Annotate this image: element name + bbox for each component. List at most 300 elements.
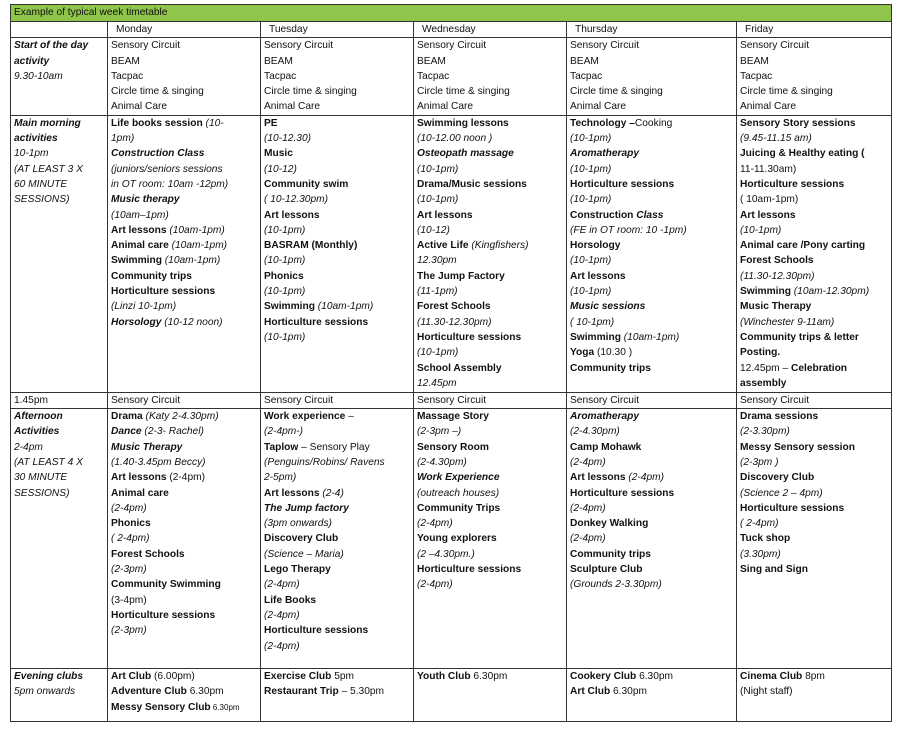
entry-line: Sing and Sign	[740, 564, 808, 576]
row-start	[11, 38, 892, 115]
entry-line: (2-3pm)	[111, 625, 147, 637]
entry-line: Discovery Club	[740, 472, 815, 484]
entry-line: Animal Care	[111, 101, 168, 113]
text-run: (10.30 )	[596, 347, 633, 359]
entry-line: Circle time & singing	[111, 86, 204, 98]
entry-line: Phonics	[111, 518, 151, 530]
entry-line: (3-4pm)	[111, 594, 147, 606]
timetable	[10, 4, 892, 722]
entry-line: assembly	[740, 377, 787, 389]
text-run: (2-4)	[322, 487, 344, 499]
entry-line	[264, 486, 410, 501]
cell-wednesday	[414, 115, 567, 392]
entry-line: (10-1pm)	[264, 331, 306, 343]
entry-line: (3.30pm)	[740, 548, 781, 560]
entry-line: Community swim	[264, 178, 349, 190]
entry-line: (10-1pm)	[417, 194, 459, 206]
entry-line: The Jump factory	[264, 502, 349, 514]
entry-line: Tacpac	[264, 70, 297, 82]
entry-line	[417, 669, 563, 684]
text-run: 6.30pm	[610, 686, 647, 698]
entry-line: (Grounds 2-3.30pm)	[570, 579, 662, 591]
text-run: (2-4pm)	[169, 472, 205, 484]
entry-line	[111, 315, 257, 330]
entry-line: 9.30-10am	[14, 70, 63, 82]
entry-line	[111, 253, 257, 268]
text-run: Exercise Club	[264, 671, 332, 683]
entry-line: (Winchester 9-11am)	[740, 316, 835, 328]
entry-line: Art lessons	[740, 209, 796, 221]
text-run: (10am-12.30pm)	[793, 286, 870, 298]
entry-line: Horticulture sessions	[570, 487, 675, 499]
entry-line: (AT LEAST 3 X	[14, 163, 83, 175]
entry-line: Animal care /Pony carting	[740, 240, 866, 252]
text-run: 12.45pm –	[740, 362, 791, 374]
entry-line: Horticulture sessions	[740, 502, 845, 514]
entry-line: activities	[14, 133, 58, 145]
entry-line: Aromatherapy	[570, 148, 640, 160]
timetable-title: Example of typical week timetable	[11, 5, 892, 22]
text-run: (Kingfishers)	[471, 240, 529, 252]
entry-line: 2-5pm)	[264, 472, 297, 484]
entry-line: (Science 2 – 4pm)	[740, 487, 823, 499]
entry-line	[264, 440, 410, 455]
text-run: Life books session	[111, 117, 206, 129]
cell-thursday	[567, 38, 737, 115]
text-run: (10am-1pm)	[164, 255, 221, 267]
entry-line: (10-12.00 noon )	[417, 133, 493, 145]
entry-line	[111, 470, 257, 485]
text-run: 6.30pm	[186, 686, 224, 698]
entry-line	[570, 116, 733, 131]
entry-line	[111, 684, 257, 699]
entry-line: SESSIONS)	[14, 487, 70, 499]
entry-line: 11-11.30am)	[740, 163, 797, 175]
entry-line: 60 MINUTE	[14, 178, 68, 190]
text-run: –	[345, 411, 354, 423]
entry-line: Sensory Circuit	[570, 40, 640, 52]
entry-line	[570, 208, 733, 223]
text-run: 5pm	[331, 671, 355, 683]
row-morning	[11, 115, 892, 392]
entry-line: (10-1pm)	[264, 255, 306, 267]
entry-line	[417, 238, 563, 253]
text-run: Celebration	[790, 362, 848, 374]
entry-line: Sensory Circuit	[417, 394, 487, 406]
entry-line	[264, 669, 410, 684]
entry-line: (10-12)	[417, 224, 450, 236]
text-run: Drama	[111, 411, 146, 423]
entry-line: Start of the day	[14, 40, 89, 52]
text-run: Cinema Club	[740, 671, 803, 683]
text-run: Swimming	[740, 286, 794, 298]
row-evening	[11, 669, 892, 722]
entry-line: Discovery Club	[264, 533, 339, 545]
day-tuesday: Tuesday	[261, 22, 414, 38]
cell-thursday	[567, 115, 737, 392]
entry-line: (1.40-3.45pm Beccy)	[111, 456, 206, 468]
entry-line: Horticulture sessions	[111, 286, 216, 298]
text-run: – Sensory Play	[298, 441, 370, 453]
entry-line: Sensory Circuit	[417, 40, 487, 52]
text-run: 6.30pm	[470, 671, 508, 683]
cell-tuesday	[261, 38, 414, 115]
entry-line: in OT room: 10am -12pm)	[111, 178, 229, 190]
entry-line: Sensory Story sessions	[740, 117, 856, 129]
entry-line: Camp Mohawk	[570, 441, 642, 453]
entry-line: (10-1pm)	[264, 224, 306, 236]
entry-line: Community Trips	[417, 502, 501, 514]
text-run: (10-12 noon)	[164, 316, 223, 328]
entry-line: Evening clubs	[14, 671, 84, 683]
entry-line: (2-4.30pm)	[570, 426, 620, 438]
entry-line: Music Therapy	[740, 301, 812, 313]
entry-line: (11.30-12.30pm)	[740, 270, 815, 282]
entry-line: (AT LEAST 4 X	[14, 456, 83, 468]
entry-line: (10-1pm)	[740, 224, 782, 236]
entry-line: (2-4pm)	[264, 609, 300, 621]
entry-line: Music sessions	[570, 301, 646, 313]
entry-line: Work Experience	[417, 472, 500, 484]
entry-line: Aromatherapy	[570, 411, 640, 423]
entry-line: (2 –4.30pm.)	[417, 548, 475, 560]
text-run: Horsology	[111, 316, 165, 328]
entry-line: Tacpac	[111, 70, 144, 82]
entry-line: Sensory Room	[417, 441, 489, 453]
entry-line: Massage Story	[417, 411, 489, 423]
cell-wednesday	[414, 38, 567, 115]
entry-line: (2-4pm)	[264, 579, 300, 591]
entry-line: (3pm onwards)	[264, 518, 332, 530]
entry-line: 30 MINUTE	[14, 472, 68, 484]
text-run: (10am-1pm)	[169, 224, 225, 236]
entry-line: (10-1pm)	[570, 255, 612, 267]
entry-line: ( 10-12.30pm)	[264, 194, 328, 206]
entry-line: SESSIONS)	[14, 194, 70, 206]
cell-wednesday	[414, 669, 567, 722]
text-run: 8pm	[802, 671, 825, 683]
entry-line: Community trips	[570, 548, 651, 560]
entry-line: (2-4pm)	[570, 502, 606, 514]
entry-line: Phonics	[264, 270, 304, 282]
text-run: (10am-1pm)	[171, 240, 228, 252]
entry-line: (juniors/seniors sessions	[111, 163, 223, 175]
entry-line: 10-1pm	[14, 148, 49, 160]
entry-line: Tuck shop	[740, 533, 791, 545]
entry-line: Horticulture sessions	[264, 316, 369, 328]
entry-line: ( 2-4pm)	[111, 533, 150, 545]
day-friday: Friday	[737, 22, 892, 38]
entry-line: ( 10-1pm)	[570, 316, 615, 328]
cell-friday	[737, 669, 892, 722]
entry-line: (outreach houses)	[417, 487, 500, 499]
day-monday: Monday	[108, 22, 261, 38]
entry-line: Swimming lessons	[417, 117, 509, 129]
entry-line: (11.30-12.30pm)	[417, 316, 492, 328]
text-run: – 5.30pm	[338, 686, 385, 698]
text-run: (10am-1pm)	[317, 301, 374, 313]
text-run: (10am-1pm)	[623, 331, 680, 343]
entry-line: Sculpture Club	[570, 564, 643, 576]
text-run: Swimming	[111, 255, 165, 267]
text-run: 6.30pm	[210, 702, 240, 712]
text-run: Active Life	[417, 240, 472, 252]
entry-line: Animal Care	[740, 101, 797, 113]
entry-line: (10-1pm)	[417, 163, 459, 175]
text-run: (Katy 2-4.30pm)	[145, 411, 219, 423]
entry-line: Forest Schools	[740, 255, 814, 267]
entry-line: Donkey Walking	[570, 518, 649, 530]
entry-line: Circle time & singing	[740, 86, 833, 98]
entry-line: Lego Therapy	[264, 564, 331, 576]
entry-line: Horticulture sessions	[111, 609, 216, 621]
entry-line: (10-1pm)	[417, 347, 459, 359]
entry-line: Art lessons	[417, 209, 473, 221]
text-run: Animal care	[111, 240, 172, 252]
entry-line: BEAM	[740, 55, 769, 67]
entry-line: PE	[264, 117, 278, 129]
entry-line: (2-4pm)	[417, 518, 453, 530]
row-label	[11, 409, 108, 669]
cell-wednesday	[414, 392, 567, 408]
entry-line: (2-4pm-)	[264, 426, 304, 438]
text-run: Art lessons	[264, 487, 323, 499]
entry-line: (10-1pm)	[570, 163, 612, 175]
entry-line: Sensory Circuit	[740, 394, 810, 406]
entry-line: (Linzi 10-1pm)	[111, 301, 177, 313]
text-run: Dance	[111, 426, 145, 438]
text-run: Messy Sensory Club	[111, 701, 211, 713]
row-afternoon	[11, 409, 892, 669]
cell-wednesday	[414, 409, 567, 669]
text-run: Art lessons	[570, 472, 629, 484]
entry-line: Circle time & singing	[264, 86, 357, 98]
entry-line: 2-4pm	[14, 441, 43, 453]
entry-line	[111, 116, 257, 131]
cell-friday	[737, 392, 892, 408]
entry-line: Life Books	[264, 594, 317, 606]
entry-line: 1.45pm	[14, 394, 48, 406]
entry-line: (Penguins/Robins/ Ravens	[264, 456, 385, 468]
entry-line: Afternoon	[14, 411, 63, 423]
entry-line: (2-3pm )	[740, 456, 779, 468]
entry-line: Posting.	[740, 347, 781, 359]
text-run: Construction	[570, 209, 637, 221]
entry-line: (2-4.30pm)	[417, 456, 467, 468]
entry-line: ( 10am-1pm)	[740, 194, 799, 206]
cell-friday	[737, 115, 892, 392]
row-label	[11, 392, 108, 408]
entry-line: Sensory Circuit	[111, 394, 181, 406]
entry-line: School Assembly	[417, 362, 502, 374]
text-run: Art lessons	[111, 224, 170, 236]
cell-monday	[108, 115, 261, 392]
entry-line: BEAM	[111, 55, 140, 67]
entry-line: Osteopath massage	[417, 148, 514, 160]
entry-line: Art lessons	[570, 270, 626, 282]
entry-line: (2-4pm)	[570, 456, 606, 468]
text-run: Swimming	[570, 331, 624, 343]
cell-monday	[108, 38, 261, 115]
row-lunch	[11, 392, 892, 408]
entry-line: (2-4pm)	[264, 640, 300, 652]
entry-line: Sensory Circuit	[264, 394, 334, 406]
cell-monday	[108, 409, 261, 669]
entry-line: activity	[14, 55, 50, 67]
entry-line: (10-1pm)	[570, 194, 612, 206]
entry-line: Horticulture sessions	[740, 178, 845, 190]
entry-line	[264, 409, 410, 424]
entry-line	[570, 684, 733, 699]
entry-line: (10-12)	[264, 163, 297, 175]
text-run: Yoga	[570, 347, 597, 359]
entry-line	[111, 424, 257, 439]
entry-line: BEAM	[570, 55, 599, 67]
entry-line	[111, 238, 257, 253]
entry-line: (2-3pm –)	[417, 426, 462, 438]
entry-line: 12.45pm	[417, 377, 457, 389]
entry-line: Animal care	[111, 487, 169, 499]
entry-line: Messy Sensory session	[740, 441, 855, 453]
entry-line: (Night staff)	[740, 686, 793, 698]
entry-line: Main morning	[14, 117, 81, 129]
entry-line: Forest Schools	[417, 301, 491, 313]
cell-friday	[737, 409, 892, 669]
cell-tuesday	[261, 409, 414, 669]
text-run: Cooking	[634, 117, 673, 129]
entry-line: Animal Care	[417, 101, 474, 113]
entry-line: BEAM	[264, 55, 293, 67]
entry-line	[264, 299, 410, 314]
text-run: Restaurant Trip	[264, 686, 339, 698]
entry-line: (9.45-11.15 am)	[740, 133, 812, 145]
entry-line: 12.30pm	[417, 255, 457, 267]
cell-thursday	[567, 669, 737, 722]
cell-friday	[737, 38, 892, 115]
entry-line	[264, 684, 410, 699]
entry-line	[740, 361, 888, 376]
corner-cell	[11, 22, 108, 38]
row-label	[11, 669, 108, 722]
text-run: Adventure Club	[111, 686, 187, 698]
text-run: (10-	[205, 117, 224, 129]
entry-line: Sensory Circuit	[570, 394, 640, 406]
entry-line: ( 2-4pm)	[740, 518, 779, 530]
text-run: 6.30pm	[636, 671, 674, 683]
entry-line	[111, 669, 257, 684]
cell-thursday	[567, 409, 737, 669]
entry-line: Horticulture sessions	[417, 564, 522, 576]
cell-tuesday	[261, 115, 414, 392]
entry-line: Community Swimming	[111, 579, 221, 591]
entry-line: Art lessons	[264, 209, 320, 221]
text-run: Work experience	[264, 411, 346, 423]
entry-line: (10-1pm)	[570, 286, 612, 298]
entry-line	[570, 669, 733, 684]
entry-line: Horticulture sessions	[417, 331, 522, 343]
entry-line: Horticulture sessions	[570, 178, 675, 190]
text-run: Cookery Club	[570, 671, 637, 683]
title-row	[11, 5, 892, 22]
entry-line: Tacpac	[740, 70, 773, 82]
entry-line: Horticulture sessions	[264, 625, 369, 637]
entry-line: Circle time & singing	[570, 86, 663, 98]
entry-line	[570, 330, 733, 345]
entry-line	[740, 669, 888, 684]
entry-line: Drama/Music sessions	[417, 178, 527, 190]
row-label	[11, 38, 108, 115]
entry-line: BEAM	[417, 55, 446, 67]
entry-line: 1pm)	[111, 133, 135, 145]
entry-line	[111, 409, 257, 424]
cell-thursday	[567, 392, 737, 408]
entry-line: (2-3.30pm)	[740, 426, 790, 438]
text-run: Art lessons	[111, 472, 170, 484]
entry-line: (10am–1pm)	[111, 209, 169, 221]
entry-line: Community trips	[111, 270, 192, 282]
entry-line: (Science – Maria)	[264, 548, 344, 560]
cell-monday	[108, 392, 261, 408]
entry-line: Drama sessions	[740, 411, 819, 423]
entry-line: (2-3pm)	[111, 564, 147, 576]
entry-line: Animal Care	[264, 101, 321, 113]
entry-line: Circle time & singing	[417, 86, 510, 98]
entry-line: Music	[264, 148, 293, 160]
entry-line: Animal Care	[570, 101, 627, 113]
entry-line: BASRAM (Monthly)	[264, 240, 358, 252]
day-thursday: Thursday	[567, 22, 737, 38]
entry-line: Music therapy	[111, 194, 180, 206]
text-run: Technology –	[570, 117, 635, 129]
text-run: (6.00pm)	[151, 671, 195, 683]
entry-line: (FE in OT room: 10 -1pm)	[570, 224, 687, 236]
entry-line: Community trips & letter	[740, 331, 859, 343]
text-run: (2-3- Rachel)	[144, 426, 204, 438]
text-run: Art Club	[111, 671, 152, 683]
day-header-row	[11, 22, 892, 38]
entry-line: (2-4pm)	[111, 502, 147, 514]
entry-line: Forest Schools	[111, 548, 185, 560]
entry-line: Juicing & Healthy eating (	[740, 148, 865, 160]
entry-line: (2-4pm)	[417, 579, 453, 591]
day-wednesday: Wednesday	[414, 22, 567, 38]
entry-line: Young explorers	[417, 533, 497, 545]
text-run: (2-4pm)	[628, 472, 664, 484]
entry-line: Music Therapy	[111, 441, 183, 453]
entry-line: Sensory Circuit	[111, 40, 181, 52]
entry-line	[111, 223, 257, 238]
entry-line: Horsology	[570, 240, 621, 252]
entry-line: (10-1pm)	[264, 286, 306, 298]
text-run: Class	[636, 209, 664, 221]
text-run: Swimming	[264, 301, 318, 313]
cell-monday	[108, 669, 261, 722]
text-run: Youth Club	[417, 671, 471, 683]
text-run: Taplow	[264, 441, 299, 453]
entry-line: (11-1pm)	[417, 286, 458, 298]
entry-line: 5pm onwards	[14, 686, 76, 698]
text-run: Art Club	[570, 686, 611, 698]
entry-line: Sensory Circuit	[264, 40, 334, 52]
cell-tuesday	[261, 669, 414, 722]
entry-line: Community trips	[570, 362, 651, 374]
entry-line: Activities	[14, 426, 60, 438]
entry-line: The Jump Factory	[417, 270, 505, 282]
entry-line: Tacpac	[570, 70, 603, 82]
entry-line	[111, 700, 257, 715]
entry-line: (2-4pm)	[570, 533, 606, 545]
entry-line: Construction Class	[111, 148, 205, 160]
